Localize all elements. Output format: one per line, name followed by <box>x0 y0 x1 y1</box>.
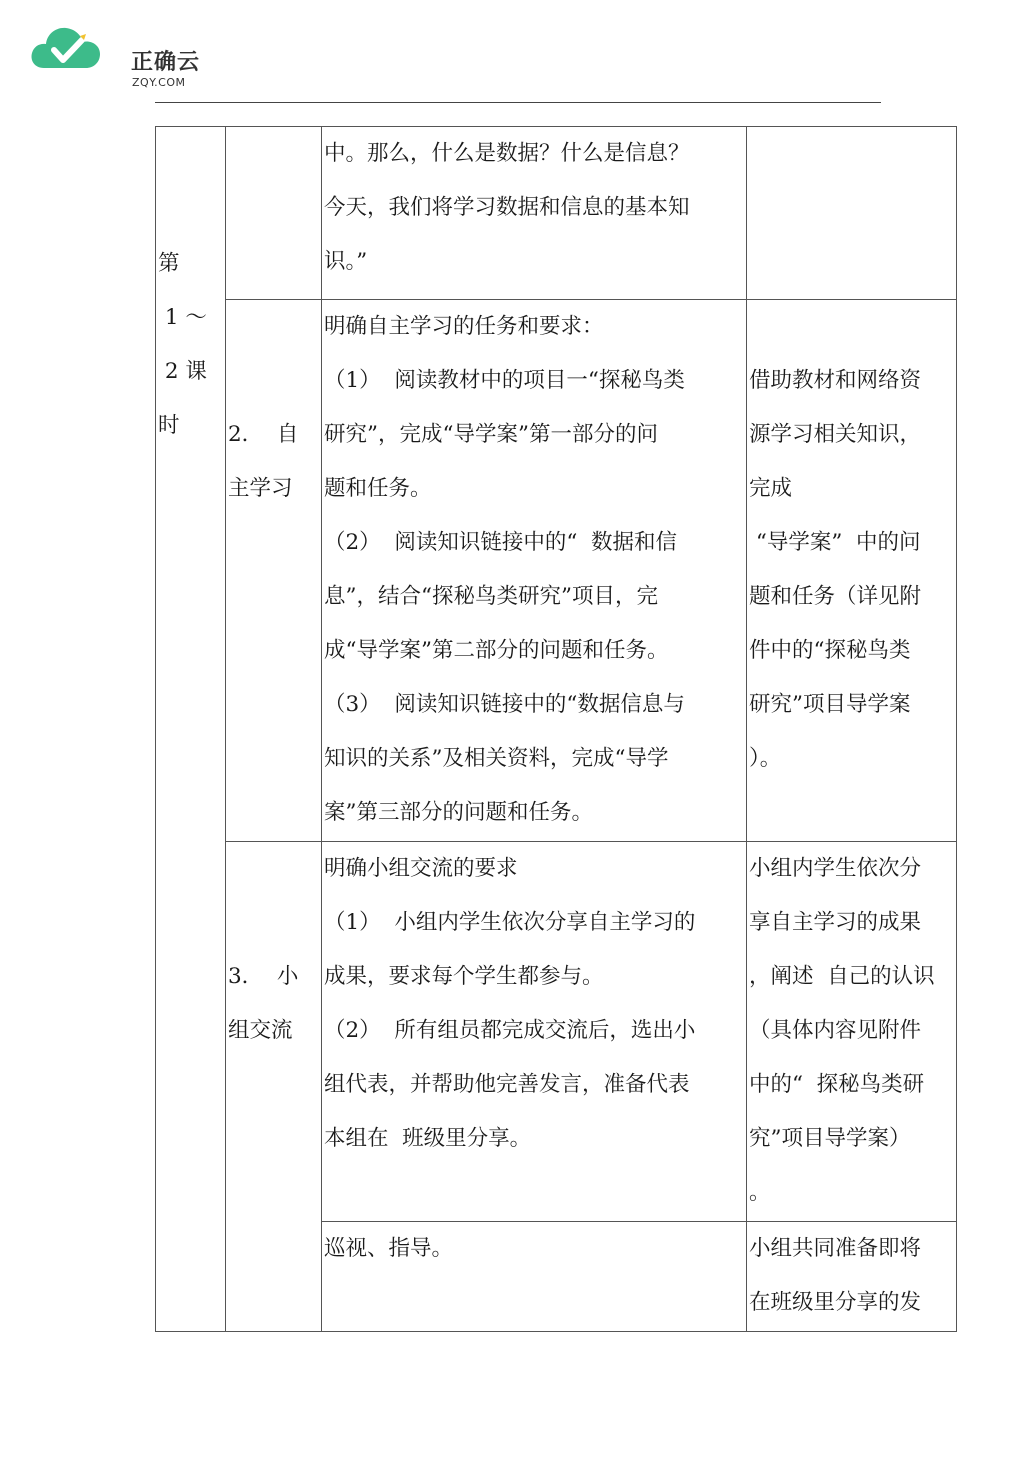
stage-label: 2． 自 主学习 <box>228 422 299 501</box>
student-activity-cell <box>747 1222 957 1332</box>
lesson-plan-table <box>155 126 957 1332</box>
teacher-activity-cell <box>322 300 747 842</box>
stage-cell <box>226 300 322 842</box>
teacher-activity-cell <box>322 842 747 1222</box>
student-activity-cell <box>747 842 957 1222</box>
stage-label: 3． 小 组交流 <box>228 964 299 1043</box>
zqy-logo <box>30 22 201 89</box>
stage-cell <box>226 842 322 1332</box>
student-activity-text: 小组共同准备即将 在班级里分享的发 <box>749 1236 922 1315</box>
cloud-check-icon <box>30 22 110 74</box>
table-row <box>156 842 957 1222</box>
brand-name-cn: 正确云 <box>131 50 201 75</box>
stage-cell <box>226 127 322 300</box>
teacher-activity-text: 明确自主学习的任务和要求： （1） 阅读教材中的项目一“探秘鸟类 研究”，完成“导学案”第一部分的问 题和任务。 （2） 阅读知识链接中的“ 数据和信 息”，结合“探秘鸟类研究”项目，完 成“导学案”第二部分的问题和任务。 （3） 阅读知识链接中的“数据信息与 知识的关系”及相关资料，完成“导学 案”第三部分的问题和任务。 <box>324 314 685 825</box>
teacher-activity-text: 巡视、指导。 <box>324 1236 454 1261</box>
brand-name-en: ZQY.COM <box>132 76 186 89</box>
student-activity-cell <box>747 127 957 300</box>
table-row <box>156 300 957 842</box>
header-divider <box>155 102 881 103</box>
teacher-activity-cell <box>322 127 747 300</box>
table-row <box>156 127 957 300</box>
period-cell <box>156 127 226 1332</box>
student-activity-text: 借助教材和网络资 源学习相关知识， 完成 “导学案” 中的问 题和任务（详见附 件中的“探秘鸟类 研究”项目导学案 ）。 <box>749 368 922 771</box>
teacher-activity-cell <box>322 1222 747 1332</box>
student-activity-text: 小组内学生依次分 享自主学习的成果 ，阐述 自己的认识 （具体内容见附件 中的“ 探秘鸟类研 究”项目导学案） 。 <box>749 856 935 1205</box>
student-activity-cell <box>747 300 957 842</box>
period-label: 第 1 ～ 2 课 时 <box>158 251 207 438</box>
teacher-activity-text: 明确小组交流的要求 （1） 小组内学生依次分享自主学习的 成果，要求每个学生都参与。 （2） 所有组员都完成交流后，选出小 组代表，并帮助他完善发言，准备代表 本组在 班级里分享。 <box>324 856 696 1151</box>
teacher-activity-text: 中。那么，什么是数据？什么是信息？ 今天，我们将学习数据和信息的基本知 识。” <box>324 141 690 274</box>
